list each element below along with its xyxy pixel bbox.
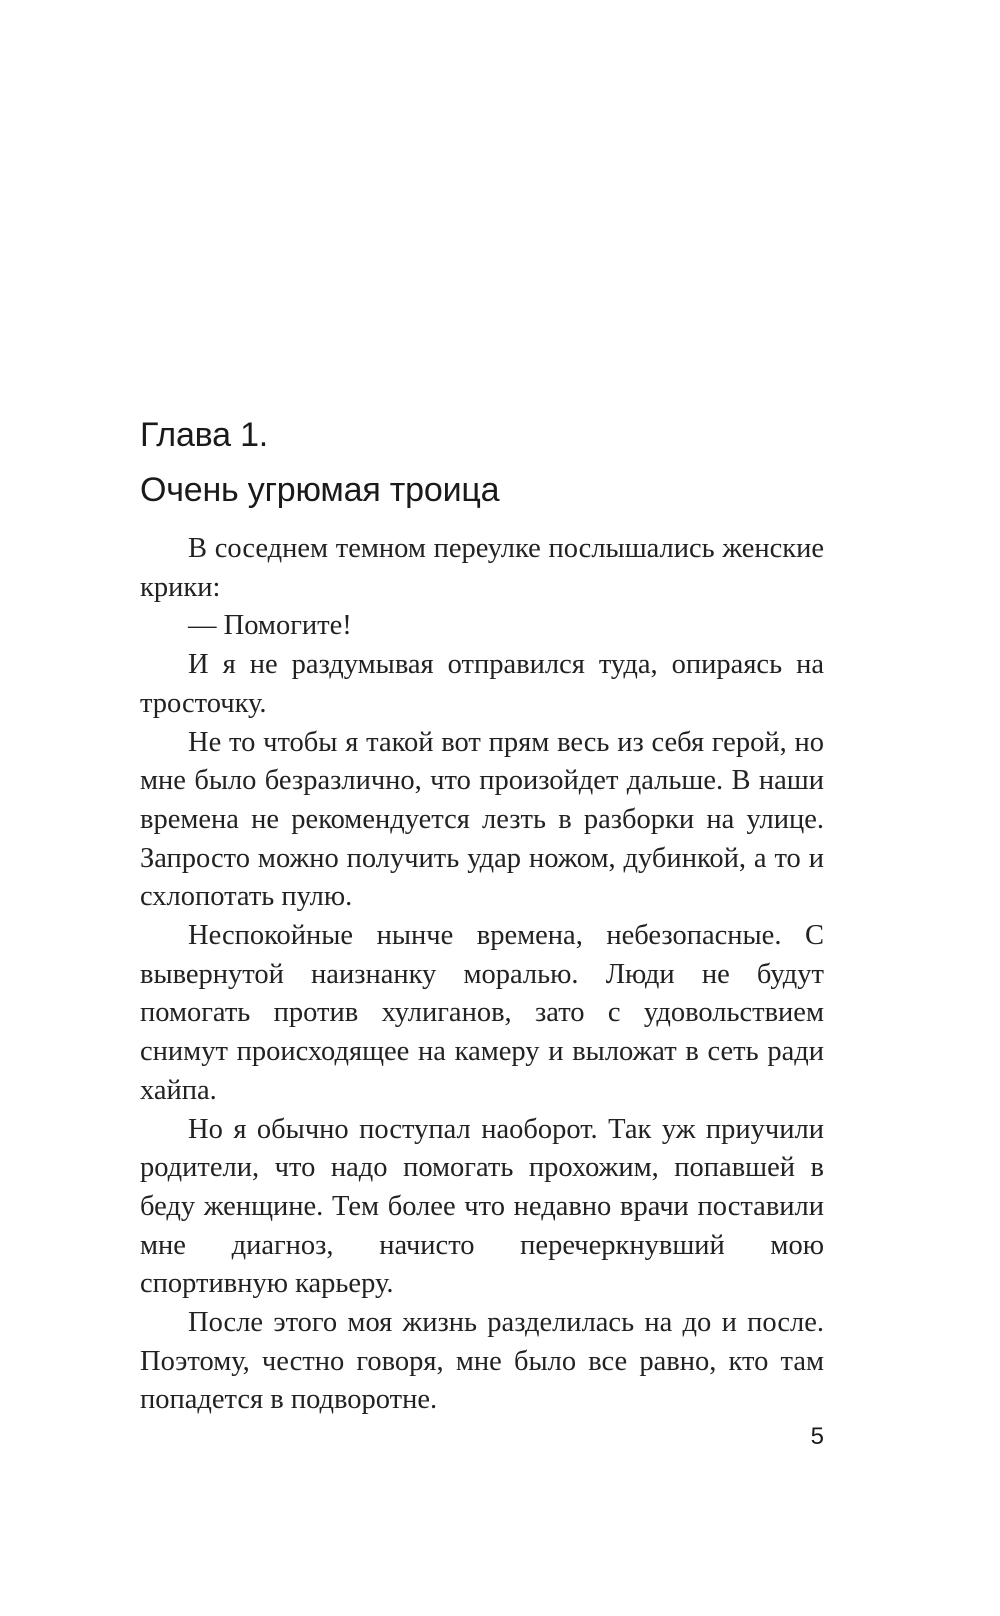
paragraph: Не то чтобы я такой вот прям весь из себя герой, но мне было безразлично, что произойдет дальше. В наши времена не рекомендуется лезть в разборки на улице. Запросто можно получить удар ножом, дубинкой, а то и схлопотать пулю. <box>140 726 824 913</box>
chapter-title: Очень угрюмая троица <box>140 471 500 509</box>
paragraph: И я не раздумывая отправился туда, опираясь на тросточку. <box>140 649 824 719</box>
chapter-heading <box>140 408 860 518</box>
paragraph: Но я обычно поступал наоборот. Так уж приучили родители, что надо помогать прохожим, попавшей в беду женщине. Тем более что недавно врачи поставили мне диагноз, начисто перечеркнувший мою спортивную карьеру. <box>140 1113 824 1300</box>
paragraph: В соседнем темном переулке послышались женские крики: <box>140 533 824 603</box>
page-number: 5 <box>810 1423 824 1450</box>
paragraph: После этого моя жизнь разделилась на до и после. Поэтому, честно говоря, мне было все равно, кто там попадется в подворотне. <box>140 1307 824 1416</box>
paragraph: Неспокойные нынче времена, небезопасные. С вывернутой наизнанку моралью. Люди не будут помогать против хулиганов, зато с удовольствием снимут происходящее на камеру и выложат в сеть ради хайпа. <box>140 920 824 1106</box>
chapter-number: Глава 1. <box>140 416 269 454</box>
dialogue-line: — Помогите! <box>188 610 352 642</box>
chapter-body <box>140 530 824 1420</box>
